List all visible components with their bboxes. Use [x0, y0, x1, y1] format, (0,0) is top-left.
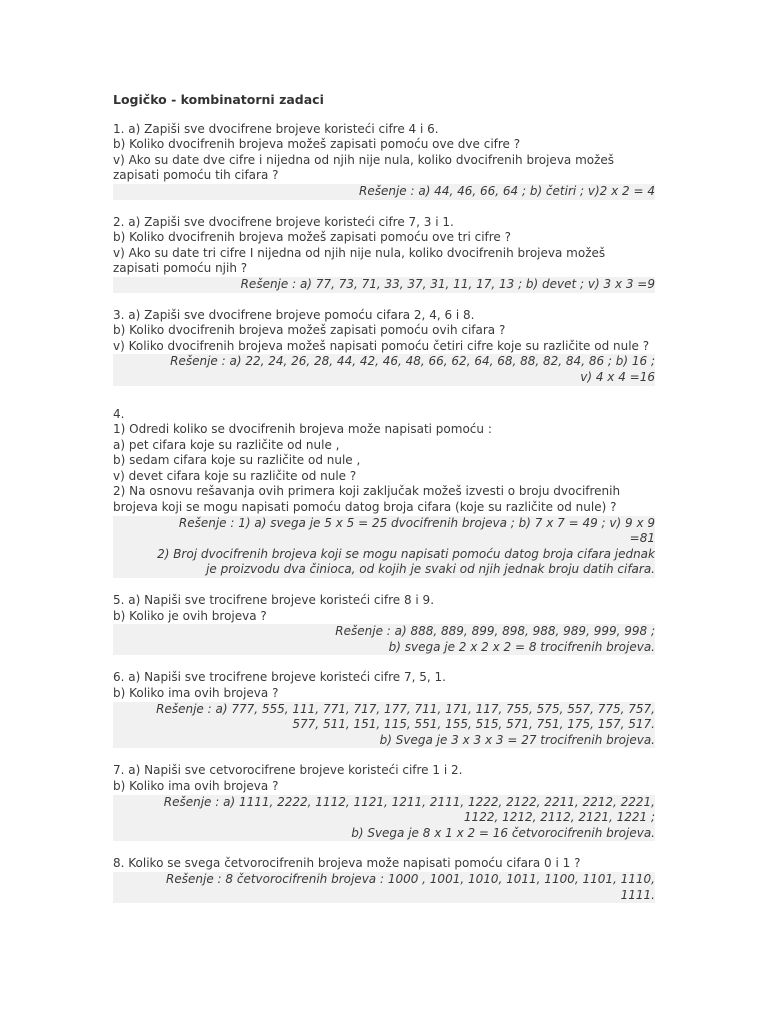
problem-1 — [113, 122, 655, 200]
problem-line: v) Ako su date dve cifre i nijedna od njih nije nula, koliko dvocifrenih brojeva možeš zapisati pomoću tih cifara ? — [113, 152, 615, 183]
problem-line: 1. a) Zapiši sve dvocifrene brojeve koristeći cifre 4 i 6. — [113, 121, 439, 136]
solution-line: b) Svega je 3 x 3 x 3 = 27 trocifrenih brojeva. — [379, 732, 655, 747]
solution-line: =81 — [629, 531, 655, 546]
document-title: Logičko - kombinatorni zadaci — [113, 92, 324, 107]
problem-line: v) Koliko dvocifrenih brojeva možeš napisati pomoću četiri cifre koje su različite od nule ? — [113, 338, 650, 353]
problem-line: b) Koliko dvocifrenih brojeva možeš zapisati pomoću ove dve cifre ? — [113, 137, 521, 152]
solution-block — [113, 624, 655, 655]
problem-8 — [113, 856, 655, 903]
problem-list — [113, 122, 655, 904]
solution-line: v) 4 x 4 =16 — [580, 369, 655, 384]
problem-line: b) Koliko ima ovih brojeva ? — [113, 778, 279, 793]
problem-6 — [113, 670, 655, 748]
problem-line: 6. a) Napiši sve trocifrene brojeve koristeći cifre 7, 5, 1. — [113, 670, 446, 685]
solution-block — [113, 795, 655, 842]
problem-line: b) Koliko je ovih brojeva ? — [113, 608, 267, 623]
solution-line: 1111. — [620, 887, 655, 902]
problem-line: 5. a) Napiši sve trocifrene brojeve koristeći cifre 8 i 9. — [113, 593, 435, 608]
problem-line: 2. a) Zapiši sve dvocifrene brojeve koristeći cifre 7, 3 i 1. — [113, 214, 454, 229]
problem-4 — [113, 407, 655, 579]
problem-line: b) Koliko ima ovih brojeva ? — [113, 686, 279, 700]
solution-line: b) svega je 2 x 2 x 2 = 8 trocifrenih brojeva. — [388, 639, 655, 654]
solution-block — [113, 184, 655, 200]
problem-3 — [113, 308, 655, 386]
solution-line: Rešenje : 1) a) svega je 5 x 5 = 25 dvocifrenih brojeva ; b) 7 x 7 = 49 ; v) 9 x 9 — [178, 515, 655, 530]
problem-line: b) Koliko dvocifrenih brojeva možeš zapisati pomoću ovih cifara ? — [113, 323, 506, 338]
solution-block — [113, 516, 655, 578]
problem-line: 7. a) Napiši sve cetvorocifrene brojeve koristeći cifre 1 i 2. — [113, 763, 463, 778]
solution-line: Rešenje : a) 777, 555, 111, 771, 717, 177, 711, 171, 117, 755, 575, 557, 775, 757, — [156, 701, 655, 716]
solution-line: Rešenje : a) 888, 889, 899, 898, 988, 989, 999, 998 ; — [335, 624, 655, 639]
solution-line: 1122, 1212, 2112, 2121, 1221 ; — [463, 810, 655, 825]
problem-line: v) Ako su date tri cifre I nijedna od njih nije nula, koliko dvocifrenih brojeva možeš zapisati pomoću njih ? — [113, 245, 606, 276]
solution-line: Rešenje : 8 četvorocifrenih brojeva : 1000 , 1001, 1010, 1011, 1100, 1101, 1110, — [166, 871, 655, 886]
solution-line: je proizvodu dva činioca, od kojih je svaki od njih jednak broju datih cifara. — [206, 562, 655, 577]
solution-block — [113, 354, 655, 385]
problem-line: v) devet cifara koje su različite od nule ? — [113, 468, 357, 483]
problem-5 — [113, 593, 655, 655]
problem-line: b) Koliko dvocifrenih brojeva možeš zapisati pomoću ove tri cifre ? — [113, 230, 511, 245]
problem-line: 1) Odredi koliko se dvocifrenih brojeva može napisati pomoću : — [113, 422, 492, 437]
solution-block — [113, 872, 655, 903]
document-content — [113, 92, 655, 918]
solution-block — [113, 277, 655, 293]
problem-line: 4. — [113, 406, 125, 421]
solution-line: 577, 511, 151, 115, 551, 155, 515, 571, 751, 175, 157, 517. — [292, 717, 655, 732]
solution-line: Rešenje : a) 44, 46, 66, 64 ; b) četiri ; v)2 x 2 = 4 — [358, 183, 655, 198]
problem-line: 3. a) Zapiši sve dvocifrene brojeve pomoću cifara 2, 4, 6 i 8. — [113, 307, 475, 322]
problem-line: b) sedam cifara koje su različite od nule , — [113, 453, 361, 468]
problem-2 — [113, 215, 655, 293]
solution-line: Rešenje : a) 1111, 2222, 1112, 1121, 1211, 2111, 1222, 2122, 2211, 2212, 2221, — [163, 794, 655, 809]
solution-line: b) Svega je 8 x 1 x 2 = 16 četvorocifrenih brojeva. — [351, 825, 655, 840]
solution-line: Rešenje : a) 22, 24, 26, 28, 44, 42, 46, 48, 66, 62, 64, 68, 88, 82, 84, 86 ; b) 16 ; — [170, 354, 655, 369]
problem-line: 2) Na osnovu rešavanja ovih primera koji zaključak možeš izvesti o broju dvocifrenih brojeva koji se mogu napisati pomoću datog broja cifara (koje su različite od nule) ? — [113, 484, 621, 515]
problem-7 — [113, 763, 655, 841]
problem-line: 8. Koliko se svega četvorocifrenih brojeva može napisati pomoću cifara 0 i 1 ? — [113, 856, 581, 871]
solution-block — [113, 702, 655, 749]
solution-line: Rešenje : a) 77, 73, 71, 33, 37, 31, 11, 17, 13 ; b) devet ; v) 3 x 3 =9 — [240, 276, 655, 291]
problem-line: a) pet cifara koje su različite od nule , — [113, 437, 340, 452]
solution-line: 2) Broj dvocifrenih brojeva koji se mogu napisati pomoću datog broja cifara jednak — [157, 546, 655, 561]
